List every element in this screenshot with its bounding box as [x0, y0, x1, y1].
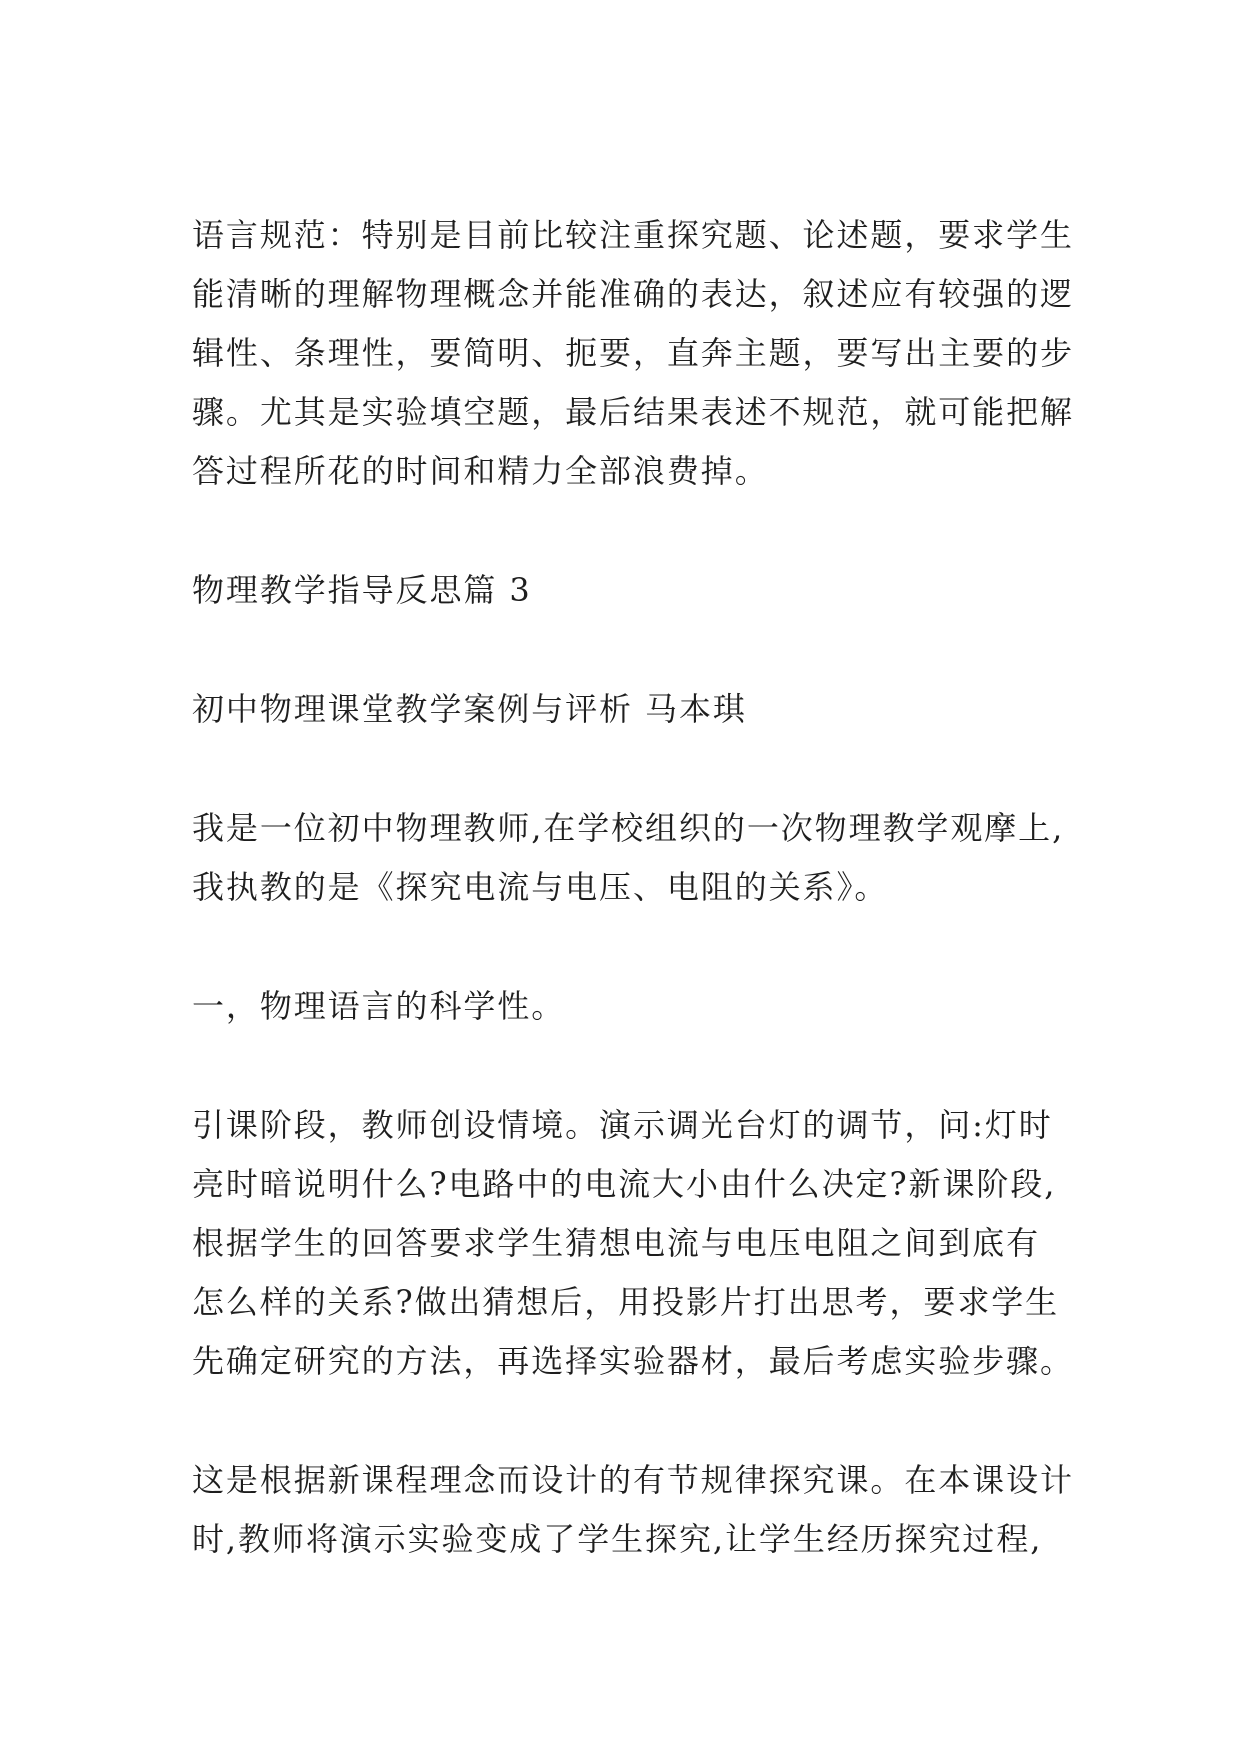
text-line: 根据学生的回答要求学生猜想电流与电压电阻之间到底有	[192, 1224, 1041, 1262]
text-line: 骤。尤其是实验填空题，最后结果表述不规范，就可能把解	[192, 393, 1074, 431]
subsection-heading	[192, 977, 1072, 1036]
text-line: 怎么样的关系?做出猜想后，用投影片打出思考，要求学生	[192, 1283, 1060, 1321]
text-line: 时,教师将演示实验变成了学生探究,让学生经历探究过程,	[192, 1520, 1043, 1558]
text-line: 语言规范：特别是目前比较注重探究题、论述题，要求学生	[192, 216, 1074, 254]
document-body	[192, 206, 1072, 1569]
paragraph-gap	[192, 739, 1072, 799]
title-line: 初中物理课堂教学案例与评析 马本琪	[192, 690, 747, 728]
section-heading	[192, 561, 1072, 620]
heading-line: 物理教学指导反思篇 3	[192, 571, 532, 609]
paragraph-gap	[192, 917, 1072, 977]
paragraph-language-norms	[192, 206, 1072, 501]
text-line: 先确定研究的方法，再选择实验器材，最后考虑实验步骤。	[192, 1342, 1074, 1380]
paragraph-gap	[192, 620, 1072, 680]
text-line: 辑性、条理性，要简明、扼要，直奔主题，要写出主要的步	[192, 334, 1074, 372]
text-line: 亮时暗说明什么?电路中的电流大小由什么决定?新课阶段,	[192, 1165, 1057, 1203]
paragraph-gap	[192, 1036, 1072, 1096]
paragraph-lesson-intro	[192, 1096, 1072, 1391]
text-line: 引课阶段，教师创设情境。演示调光台灯的调节，问:灯时	[192, 1106, 1053, 1144]
paragraph-gap	[192, 501, 1072, 561]
paragraph-intro	[192, 799, 1072, 917]
article-title	[192, 680, 1072, 739]
text-line: 我执教的是《探究电流与电压、电阻的关系》。	[192, 868, 889, 906]
text-line: 这是根据新课程理念而设计的有节规律探究课。在本课设计	[192, 1461, 1074, 1499]
paragraph-commentary	[192, 1451, 1072, 1569]
text-line: 答过程所花的时间和精力全部浪费掉。	[192, 452, 769, 490]
heading-line: 一，物理语言的科学性。	[192, 987, 566, 1025]
paragraph-gap	[192, 1391, 1072, 1451]
text-line: 我是一位初中物理教师,在学校组织的一次物理教学观摩上,	[192, 809, 1065, 847]
text-line: 能清晰的理解物理概念并能准确的表达，叙述应有较强的逻	[192, 275, 1074, 313]
